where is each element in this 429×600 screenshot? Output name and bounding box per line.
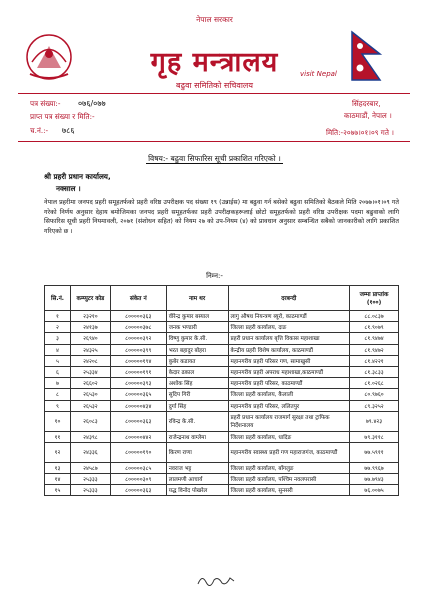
table-row [45,400,399,411]
cell-code: २६५३० [70,389,110,400]
cell-code: २५३३४ [70,366,110,377]
cell-sn: ३ [45,333,71,344]
table-row [45,389,399,400]
table-row [45,442,399,462]
cell-code: २४२०८ [70,355,110,366]
cell-score: ८१.४२२१ [350,355,399,366]
cell-code: २६६०२ [70,378,110,389]
header-divider [18,93,410,94]
cell-name: यद्ध विनोद पोखरेल [166,485,228,496]
table-header-row [45,286,399,311]
cell-score: ८१.९४७२ [350,344,399,355]
cell-post: महानगरीय प्रहरी परिसर, ललितपुर [228,400,350,411]
cell-sn: १ [45,311,71,322]
cell-name: केदार ढकाल [166,366,228,377]
table-row [45,474,399,485]
cell-sn: ५ [45,355,71,366]
cell-symbol: ८०००००४३४ [110,400,166,411]
subject-line [0,154,429,164]
table-row [45,355,399,366]
cell-name: भरत बहादुर बोहरा [166,344,228,355]
subject-text: विषय:- बढुवा सिफारिस सूची प्रकाशित गरिएको । [148,154,281,163]
col-header-name: नाम थर [166,286,228,311]
cell-symbol: ८०००००३६३ [110,311,166,322]
cell-sn: ११ [45,431,71,442]
cell-name: दुर्गा सिंह [166,400,228,411]
cell-score: ८१.३८३३ [350,366,399,377]
cell-symbol: ८०००००३८५ [110,462,166,473]
cell-symbol: ८०००००१९१ [110,366,166,377]
cell-symbol: ८०००००३६५ [110,389,166,400]
cell-score: ८९.३२५२ [350,400,399,411]
location-line-2: काठमाडौं, नेपाल । [344,111,392,120]
cell-name: सुदिप गिरी [166,389,228,400]
cell-post: महानगरीय प्रहरी अपराध महाशाखा,काठमाण्डौं [228,366,350,377]
cell-code: २४३२५ [70,344,110,355]
cell-name: नवराज भट्ट [166,462,228,473]
table-row [45,311,399,322]
cell-code: २५३३३ [70,485,110,496]
cell-code: २६९४० [70,333,110,344]
ref-value: ०७६/०७७ [78,99,106,108]
cell-symbol: ८०००००३९२ [110,333,166,344]
cell-score: ७९.४२३ [350,411,399,431]
cell-symbol: ८०००००१९० [110,442,166,462]
cell-score: ८१.९०७९ [350,322,399,333]
cell-code: २५३३३ [70,474,110,485]
cell-symbol: ८०००००३९३ [110,378,166,389]
table-body [45,311,399,496]
meta-divider [18,141,410,142]
table-row [45,485,399,496]
table-row [45,431,399,442]
cell-post: लागु औषध नियन्त्रण ब्यूरो, काठमाण्डौं [228,311,350,322]
cell-post: प्रहरी प्रधान कार्यालय बृत्ति विकास महाशाखा [228,333,350,344]
cell-symbol: ८०००००३६३ [110,485,166,496]
cell-post: प्रहरी प्रधान कार्यालय राजमार्ग सुरक्षा तथा ट्राफिक निर्देशनालय [228,411,350,431]
cell-score: ७७.५९११ [350,442,399,462]
table-row [45,378,399,389]
ref-label: पत्र संख्या:- [30,99,61,108]
addressee-line-2: नक्साल । [56,184,81,193]
cell-sn: १२ [45,442,71,462]
table-row [45,462,399,473]
col-header-symbol: संकेत नं [110,286,166,311]
visit-nepal-text: visit Nepal [300,70,337,78]
body-paragraph: नेपाल प्रहरीमा जनपद प्रहरी समूहतर्फको प्रहरी वरिष्ठ उपरीक्षक पद संख्या १९ (उन्नाईस) मा बढुवा गर्न बसेको बढुवा समितिको बैठकले मिति २०७७।०१।०९ गते गरेको निर्णय अनुसार देहाय बमोजिमका जनपद प्रहरी समूहतर्फका प्रहरी उपरीक्षकहरूलाई छोटो समूहतर्फको प्रहरी वरिष्ठ उपरीक्षक पदमा बढुवाको लागि सिफारिस सूची प्रहरी नियमावली, २०७१ (संशोधन सहित) को नियम २७ को उप-नियम (४) को प्रावधान अनुसार सम्बन्धित सबैको जानकारीको लागि प्रकाशित गरिएको छ । [44,199,399,235]
cell-code: २४३९८ [70,431,110,442]
cell-code: २३२१० [70,311,110,322]
cell-post: महानगरीय स्वास्थ्य प्रहरी गण महाराजगंज, काठमाण्डौं [228,442,350,462]
cell-score: ८१.०२६८ [350,378,399,389]
cell-post: जिल्ला प्रहरी कार्यालय, धादिङ [228,431,350,442]
table-row [45,344,399,355]
cell-name: लालमणी आचार्य [166,474,228,485]
cell-symbol: ८०००००३७८ [110,322,166,333]
cell-score: ७९.३११८ [350,431,399,442]
cell-post: जिल्ला प्रहरी कार्यालय, कैलाली [228,389,350,400]
cell-post: केन्द्रीय प्रहरी विशेष कार्यालय, काठमाण्डौं [228,344,350,355]
cell-post: जिल्ला प्रहरी कार्यालय, पश्चिम नवलपरासी [228,474,350,485]
cell-code: २६५३२ [70,400,110,411]
cell-sn: १४ [45,474,71,485]
col-header-sn: सि.नं. [45,286,71,311]
cell-name: विष्णु कुमार के.सी. [166,333,228,344]
cell-score: ७६.००७५ [350,485,399,496]
cell-sn: ८ [45,389,71,400]
cell-code: २४५८७ [70,462,110,473]
ministry-title: गृह मन्त्रालय [150,47,279,78]
recommendation-table [44,285,399,496]
col-header-score: जम्मा प्राप्तांक (१००) [350,286,399,311]
cell-name: जनक भण्डारी [166,322,228,333]
cell-sn: १० [45,411,71,431]
prev-ref-label: प्राप्त पत्र संख्या र मिति:- [30,112,95,121]
letter-date: मिति:-२०७७।०१।०९ गते । [326,128,394,137]
cell-name: अशोक सिंह [166,378,228,389]
table-row [45,333,399,344]
table-row [45,322,399,333]
cell-name: किरण राणा [166,442,228,462]
cell-symbol: ८०००००१९४ [110,355,166,366]
cell-post: महानगरीय प्रहरी परिसर गण, सामाखुसी [228,355,350,366]
cell-score: ७७.७९४३ [350,474,399,485]
location-line-1: सिंहदरबार, [352,99,381,108]
signature-mark [196,572,236,588]
cell-sn: ९ [45,400,71,411]
cell-symbol: ८०००००४४२ [110,431,166,442]
table-caption: निम्न:- [206,272,223,280]
cell-symbol: ८०००००३६३ [110,411,166,431]
cell-name: वीरेन्द्र कुमार बस्याल [166,311,228,322]
dispatch-label: च.नं.:- [30,126,49,135]
cell-sn: ७ [45,378,71,389]
cell-name: राजेन्द्रनाथ वाग्लेमा [166,431,228,442]
cell-post: महानगरीय प्रहरी परिसर, काठमाण्डौं [228,378,350,389]
dispatch-value: ७८६ [62,126,75,135]
government-name: नेपाल सरकार [196,15,233,24]
cell-post: जिल्ला प्रहरी कार्यालय, बाँगलुङ [228,462,350,473]
cell-score: ८०.९७६० [350,389,399,400]
cell-sn: ४ [45,344,71,355]
cell-name: कुबेर कडायत [166,355,228,366]
cell-code: २६०८३ [70,411,110,431]
table-row [45,366,399,377]
cell-score: ८८.०८३७ [350,311,399,322]
table-row [45,411,399,431]
cell-post: जिल्ला प्रहरी कार्यालय, सुनसरी [228,485,350,496]
addressee-line-1: श्री प्रहरी प्रधान कार्यालय, [44,172,111,181]
cell-sn: १३ [45,462,71,473]
office-subtitle: बढुवा समितिको सचिवालय [176,81,253,90]
cell-symbol: ८०००००३०९ [110,474,166,485]
cell-score: ८१.९४७४ [350,333,399,344]
cell-sn: ६ [45,366,71,377]
cell-code: २४३३६ [70,442,110,462]
cell-sn: २ [45,322,71,333]
cell-post: जिल्ला प्रहरी कार्यालय, दाङ [228,322,350,333]
cell-score: ७७.९९६७ [350,462,399,473]
cell-code: २४१३७ [70,322,110,333]
col-header-post: दरबन्दी [228,286,350,311]
cell-name: रविन्द्र के.सी. [166,411,228,431]
cell-symbol: ८०००००३९९ [110,344,166,355]
cell-sn: १५ [45,485,71,496]
nepal-flag-logo-icon [346,28,386,86]
col-header-code: कम्प्युटर कोड [70,286,110,311]
